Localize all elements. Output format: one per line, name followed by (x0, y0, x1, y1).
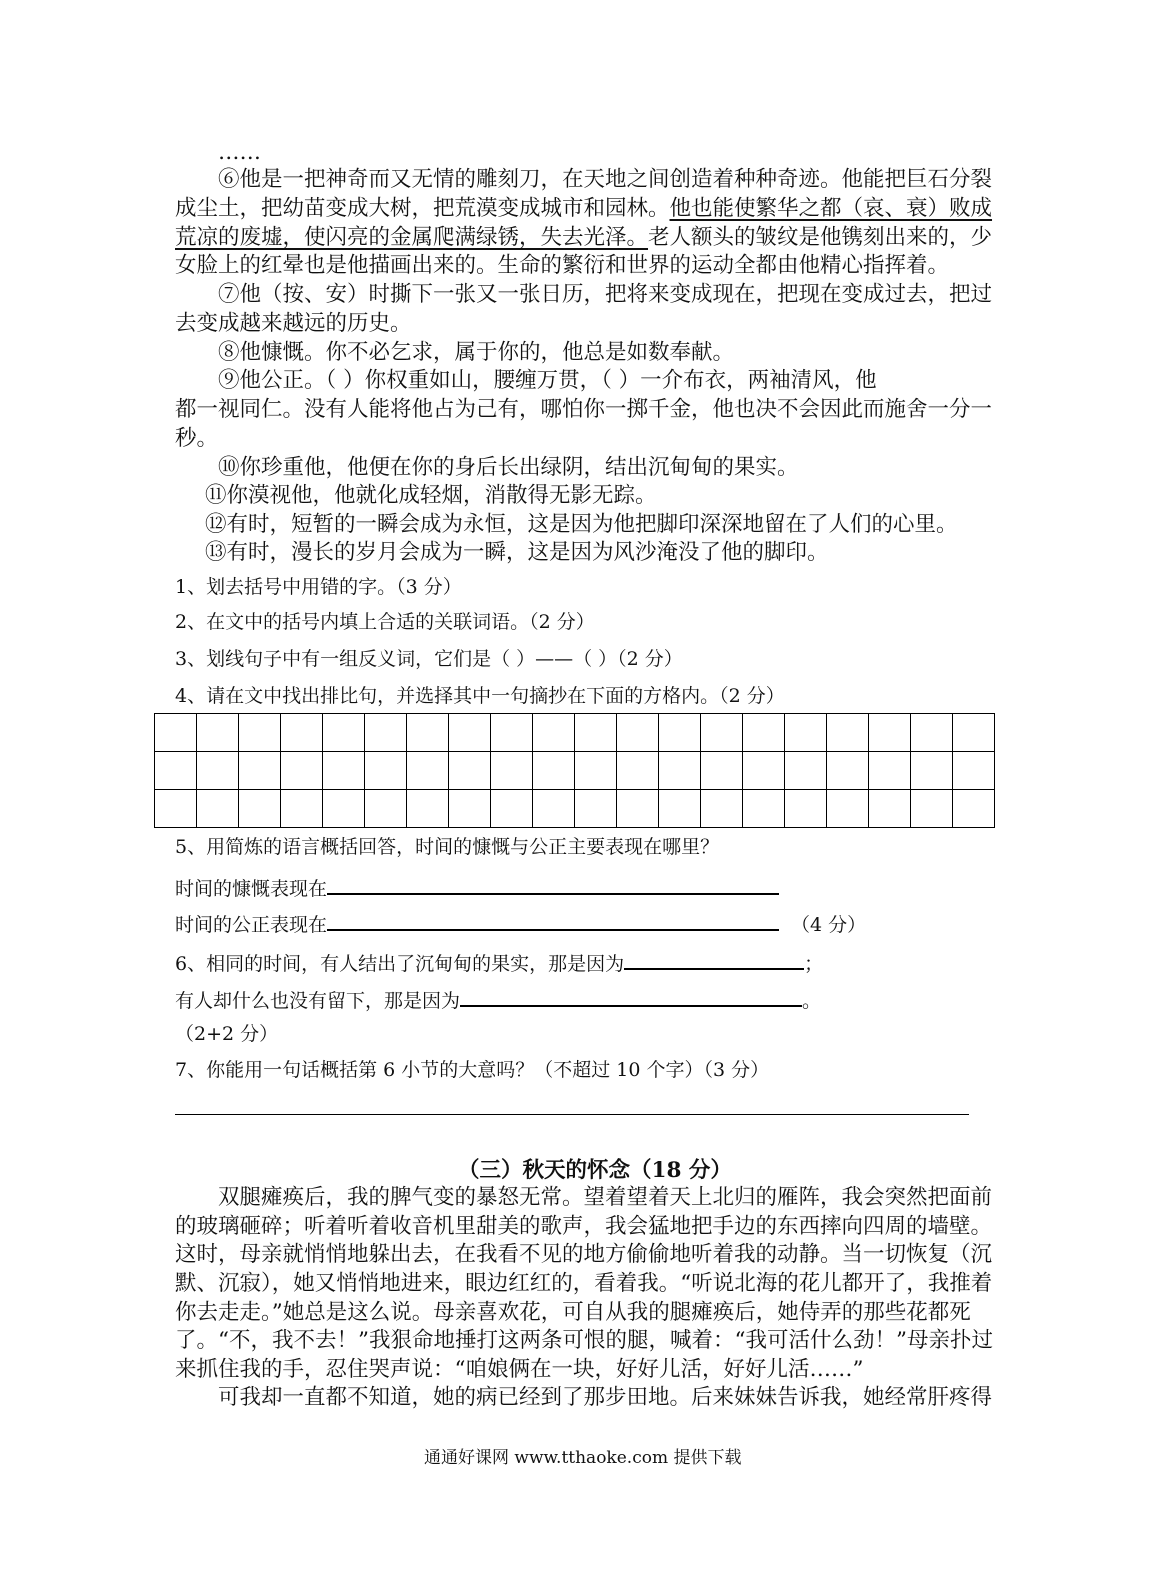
grid-cell[interactable] (659, 752, 701, 790)
passage-3-line-4: 默、沉寂），她又悄悄地进来，眼边红红的，看着我。“听说北海的花儿都开了，我推着 (175, 1271, 993, 1296)
grid-cell[interactable] (953, 752, 995, 790)
answer-blank[interactable] (327, 871, 779, 895)
grid-cell[interactable] (701, 714, 743, 752)
answer-grid[interactable] (154, 713, 995, 828)
grid-cell[interactable] (617, 752, 659, 790)
grid-cell[interactable] (365, 714, 407, 752)
question-6-score: （2+2 分） (175, 1023, 279, 1045)
underlined-sentence: 荒凉的废墟，使闪亮的金属爬满绿锈，失去光泽。 (175, 225, 649, 250)
grid-cell[interactable] (827, 790, 869, 828)
grid-cell[interactable] (533, 752, 575, 790)
grid-cell[interactable] (743, 752, 785, 790)
grid-cell[interactable] (197, 752, 239, 790)
paragraph-6-line-4: 女脸上的红晕也是他描画出来的。生命的繁衍和世界的运动全都由他精心指挥着。 (175, 253, 950, 278)
footer-source: 通通好课网 www.tthaoke.com 提供下载 (424, 1448, 742, 1468)
grid-cell[interactable] (365, 752, 407, 790)
grid-cell[interactable] (449, 790, 491, 828)
grid-row (155, 714, 995, 752)
paragraph-12: ⑫有时，短暂的一瞬会成为永恒，这是因为他把脚印深深地留在了人们的心里。 (205, 512, 958, 537)
answer-blank[interactable] (327, 907, 779, 931)
grid-cell[interactable] (785, 752, 827, 790)
grid-cell[interactable] (701, 752, 743, 790)
grid-cell[interactable] (575, 752, 617, 790)
passage-3-line-7: 来抓住我的手，忍住哭声说：“咱娘俩在一块，好好儿活，好好儿活……” (175, 1357, 864, 1382)
paragraph-6-line-1: ⑥他是一把神奇而又无情的雕刻刀，在天地之间创造着种种奇迹。他能把巨石分裂 (218, 167, 993, 192)
grid-cell[interactable] (323, 790, 365, 828)
grid-cell[interactable] (785, 714, 827, 752)
grid-row (155, 752, 995, 790)
grid-cell[interactable] (449, 714, 491, 752)
grid-cell[interactable] (239, 790, 281, 828)
question-7: 7、你能用一句话概括第 6 小节的大意吗？（不超过 10 个字）（3 分） (175, 1059, 770, 1081)
grid-cell[interactable] (869, 752, 911, 790)
paragraph-9-line-1: ⑨他公正。（ ）你权重如山，腰缠万贯，（ ）一介布衣，两袖清风，他 (218, 368, 877, 393)
grid-cell[interactable] (827, 714, 869, 752)
grid-cell[interactable] (407, 752, 449, 790)
paragraph-10: ⑩你珍重他，他便在你的身后长出绿阴，结出沉甸甸的果实。 (218, 455, 799, 480)
grid-cell[interactable] (155, 790, 197, 828)
grid-cell[interactable] (239, 752, 281, 790)
grid-cell[interactable] (449, 752, 491, 790)
grid-cell[interactable] (617, 714, 659, 752)
grid-cell[interactable] (617, 790, 659, 828)
question-4: 4、请在文中找出排比句，并选择其中一句摘抄在下面的方格内。（2 分） (175, 685, 785, 707)
underlined-sentence: 他也能使繁华之都（哀、衰）败成 (669, 196, 993, 221)
grid-cell[interactable] (155, 752, 197, 790)
grid-cell[interactable] (533, 714, 575, 752)
paragraph-9-line-3: 秒。 (175, 426, 219, 451)
grid-cell[interactable] (281, 790, 323, 828)
grid-cell[interactable] (281, 752, 323, 790)
question-2: 2、在文中的括号内填上合适的关联词语。（2 分） (175, 611, 595, 633)
grid-cell[interactable] (575, 714, 617, 752)
grid-cell[interactable] (911, 752, 953, 790)
grid-cell[interactable] (239, 714, 281, 752)
passage-3-line-6: 了。“不，我不去！”我狠命地捶打这两条可恨的腿，喊着：“我可活什么劲！”母亲扑过 (175, 1328, 993, 1353)
grid-cell[interactable] (323, 714, 365, 752)
grid-cell[interactable] (827, 752, 869, 790)
answer-blank[interactable] (624, 946, 804, 970)
grid-cell[interactable] (869, 714, 911, 752)
grid-cell[interactable] (659, 714, 701, 752)
paragraph-7-line-1: ⑦他（按、安）时撕下一张又一张日历，把将来变成现在，把现在变成过去，把过 (218, 282, 993, 307)
grid-cell[interactable] (701, 790, 743, 828)
grid-cell[interactable] (533, 790, 575, 828)
paragraph-6-line-3: 荒凉的废墟，使闪亮的金属爬满绿锈，失去光泽。老人额头的皱纹是他镌刻出来的，少 (175, 225, 993, 250)
grid-cell[interactable] (953, 714, 995, 752)
passage-3-line-2: 的玻璃砸碎；听着听着收音机里甜美的歌声，我会猛地把手边的东西摔向四周的墙壁。 (175, 1214, 993, 1239)
grid-cell[interactable] (365, 790, 407, 828)
grid-cell[interactable] (197, 714, 239, 752)
question-3: 3、划线句子中有一组反义词，它们是（ ）——（ ）（2 分） (175, 648, 683, 670)
grid-cell[interactable] (491, 714, 533, 752)
grid-cell[interactable] (155, 714, 197, 752)
grid-cell[interactable] (491, 752, 533, 790)
grid-cell[interactable] (281, 714, 323, 752)
grid-row (155, 790, 995, 828)
question-5: 5、用简炼的语言概括回答，时间的慷慨与公正主要表现在哪里？ (175, 836, 720, 858)
grid-cell[interactable] (911, 714, 953, 752)
section-3-title: （三）秋天的怀念（18 分） (458, 1158, 732, 1183)
grid-cell[interactable] (785, 790, 827, 828)
grid-cell[interactable] (911, 790, 953, 828)
grid-cell[interactable] (575, 790, 617, 828)
grid-cell[interactable] (407, 714, 449, 752)
paragraph-6-line-2: 成尘土，把幼苗变成大树，把荒漠变成城市和园林。他也能使繁华之都（哀、衰）败成 (175, 196, 993, 221)
question-1: 1、划去括号中用错的字。（3 分） (175, 576, 462, 598)
question-6-part-2: 有人却什么也没有留下，那是因为 。 (175, 983, 821, 1015)
paragraph-11: ⑪你漠视他，他就化成轻烟，消散得无影无踪。 (205, 483, 657, 508)
grid-cell[interactable] (743, 790, 785, 828)
passage-3-line-1: 双腿瘫痪后，我的脾气变的暴怒无常。望着望着天上北归的雁阵，我会突然把面前 (218, 1185, 993, 1210)
question-5-generosity: 时间的慷慨表现在 (175, 871, 779, 903)
paragraph-7-line-2: 去变成越来越远的历史。 (175, 311, 412, 336)
paragraph-13: ⑬有时，漫长的岁月会成为一瞬，这是因为风沙淹没了他的脚印。 (205, 540, 829, 565)
question-6-part-1: 6、相同的时间，有人结出了沉甸甸的果实，那是因为 ； (175, 946, 823, 978)
paragraph-9-line-2: 都一视同仁。没有人能将他占为己有，哪怕你一掷千金，他也决不会因此而施舍一分一 (175, 397, 993, 422)
grid-cell[interactable] (491, 790, 533, 828)
grid-cell[interactable] (953, 790, 995, 828)
grid-cell[interactable] (323, 752, 365, 790)
grid-cell[interactable] (869, 790, 911, 828)
ellipsis: …… (218, 140, 261, 165)
question-5-fairness: 时间的公正表现在 （4 分） (175, 907, 866, 939)
paragraph-8: ⑧他慷慨。你不必乞求，属于你的，他总是如数奉献。 (218, 340, 735, 365)
grid-cell[interactable] (743, 714, 785, 752)
passage-3-line-8: 可我却一直都不知道，她的病已经到了那步田地。后来妹妹告诉我，她经常肝疼得 (218, 1385, 993, 1410)
answer-line[interactable] (175, 1114, 969, 1115)
grid-cell[interactable] (407, 790, 449, 828)
grid-cell[interactable] (659, 790, 701, 828)
passage-3-line-5: 你去走走。”她总是这么说。母亲喜欢花，可自从我的腿瘫痪后，她侍弄的那些花都死 (175, 1300, 971, 1325)
grid-cell[interactable] (197, 790, 239, 828)
answer-blank[interactable] (460, 983, 802, 1007)
passage-3-line-3: 这时，母亲就悄悄地躲出去，在我看不见的地方偷偷地听着我的动静。当一切恢复（沉 (175, 1242, 993, 1267)
